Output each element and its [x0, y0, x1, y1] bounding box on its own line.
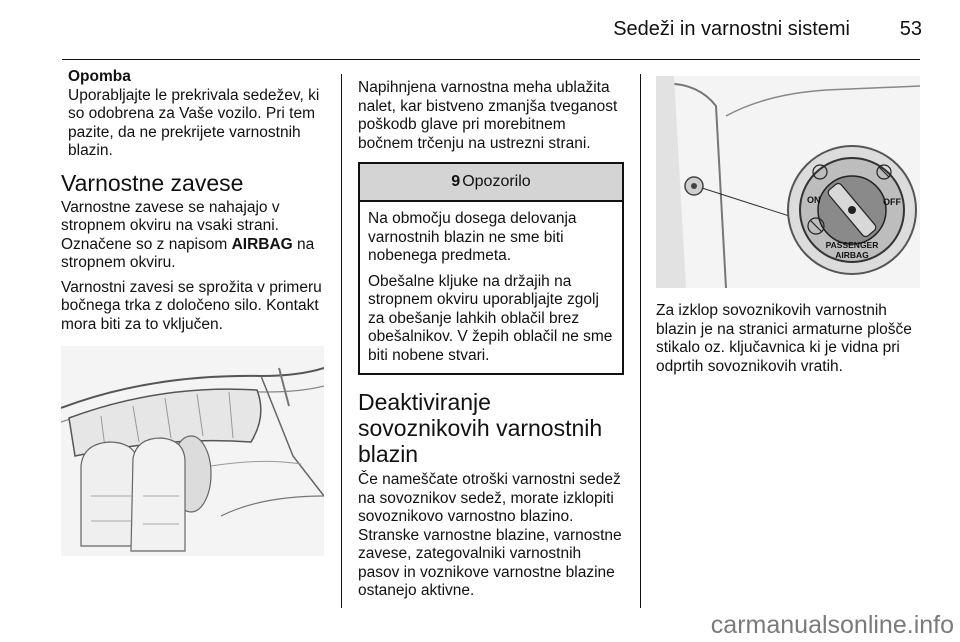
- curtain-airbag-illustration: [61, 346, 324, 556]
- column-1: [61, 68, 333, 334]
- column-divider-1: [341, 74, 342, 608]
- note-block: [61, 68, 333, 161]
- column-2: [358, 79, 624, 601]
- airbag-switch-drawing: [656, 76, 920, 288]
- curtain-airbag-drawing: [61, 346, 324, 556]
- curtains-paragraph-1: Varnostne zavese se nahajajo v stropnem okviru na vsaki strani. Označene so z napisom AIRBAG na stropnem okviru.: [61, 198, 315, 271]
- watermark-text: carmanualsonline.info: [710, 611, 954, 639]
- warning-box: [358, 162, 624, 375]
- warning-paragraph-2: Obešalne kljuke na držajih na stropnem okviru uporabljajte zgolj za obešanje lahkih oblačil brez obešalnikov. V žepih oblačil ne sme biti nobene stvari.: [368, 272, 613, 364]
- warning-paragraph-1: Na območju dosega delovanja varnostnih blazin ne sme biti nobenega predmeta.: [368, 210, 577, 264]
- warning-icon: 9: [451, 172, 461, 190]
- switch-on-label: ON: [807, 195, 821, 205]
- curtains-paragraph-2: Varnostni zavesi se sprožita v primeru bočnega trka z določeno silo. Kontakt mora biti za to vključen.: [61, 278, 322, 333]
- switch-off-label: OFF: [883, 197, 901, 207]
- warning-title: Opozorilo: [462, 172, 531, 190]
- airbag-switch-illustration: [656, 76, 920, 288]
- column-3: [656, 302, 922, 376]
- column-divider-2: [640, 74, 641, 608]
- column-2-paragraph-1: Napihnjena varnostna meha ublažita nalet, kar bistveno zmanjša tveganost poškodb glave pri morebitnem bočnem trčenju na ustrezni strani.: [358, 79, 618, 152]
- warning-header: [360, 164, 622, 202]
- airbag-label: AIRBAG: [231, 235, 293, 253]
- running-header-title: Sedeži in varnostni sistemi: [613, 18, 850, 40]
- header-rule: [62, 59, 920, 60]
- note-text: Uporabljajte le prekrivala sedežev, ki so odobrena za Vaše vozilo. Pri tem pazite, da ne prekrijete varnostnih blazin.: [68, 86, 320, 159]
- section-heading-deactivation: Deaktiviranje sovoznikovih varnostnih blazin: [358, 389, 603, 467]
- section-heading-curtains: Varnostne zavese: [61, 169, 244, 196]
- column-3-paragraph-1: Za izklop sovoznikovih varnostnih blazin je na stranici armaturne plošče stikalo oz. ključavnica ki je vidna pri odprtih sovoznikovih vratih.: [656, 302, 912, 375]
- switch-airbag-label: AIRBAG: [835, 250, 869, 260]
- deactivation-paragraph: Če nameščate otroški varnostni sedež na sovoznikov sedež, morate izklopiti sovoznikovo varnostno blazino. Stranske varnostne blazine, varnostne zavese, zategovalniki varnostnih pasov in voznikove varnostne blazine ostanejo aktivne.: [358, 471, 622, 599]
- warning-body: [360, 202, 622, 373]
- page-number: 53: [899, 18, 922, 40]
- note-title: Opomba: [68, 68, 131, 85]
- switch-passenger-label: PASSENGER: [825, 240, 879, 250]
